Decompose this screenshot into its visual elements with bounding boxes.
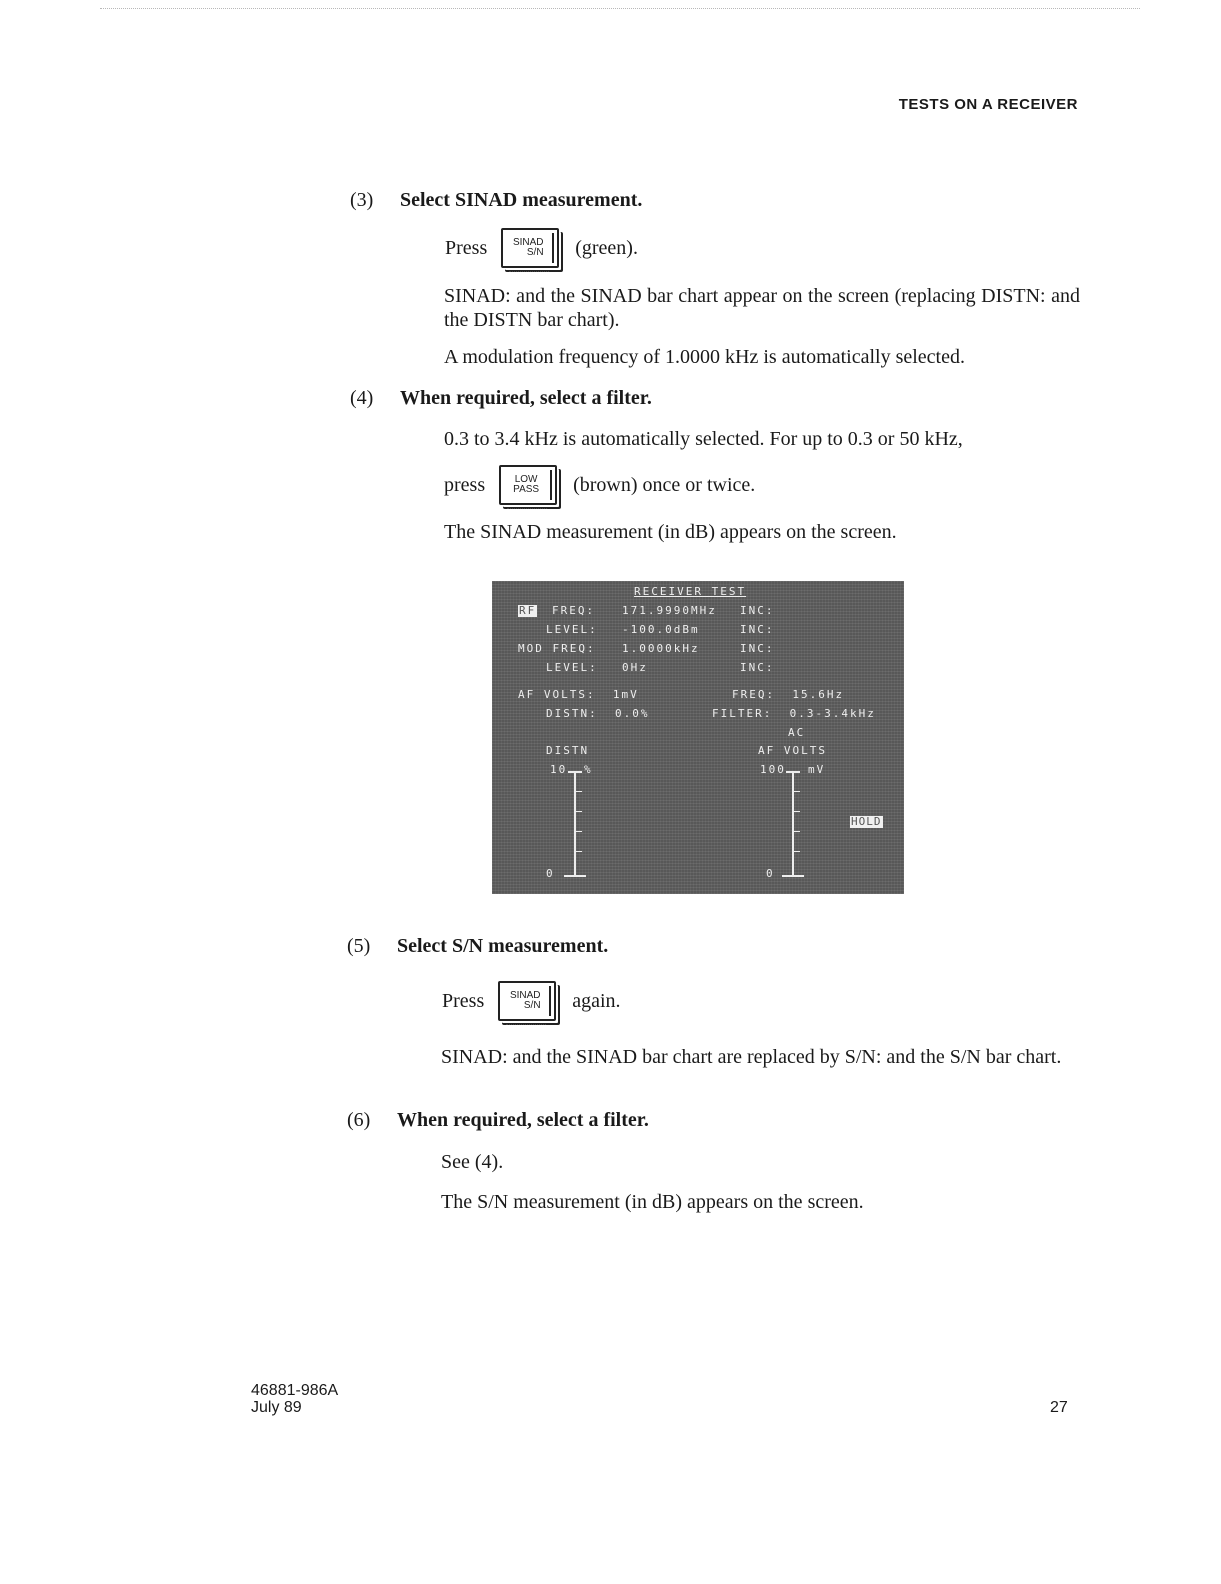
press-after: again. <box>572 989 621 1012</box>
step-number: (5) <box>347 935 371 957</box>
step-number: (6) <box>347 1109 371 1131</box>
rf-freq-label: FREQ: <box>552 604 596 617</box>
receiver-test-screen <box>492 581 904 894</box>
bar1-top-value: 10 <box>550 763 568 776</box>
footer-date: July 89 <box>251 1399 302 1416</box>
af-volts-readout: AF VOLTS: 1mV <box>518 688 639 701</box>
step-title: Select S/N measurement. <box>397 935 609 957</box>
step-number: (4) <box>350 387 374 409</box>
hold-tag: HOLD <box>851 815 882 828</box>
bar2-tick <box>794 851 800 852</box>
bar2-unit: mV <box>808 763 826 776</box>
step-3-press-line <box>445 228 638 268</box>
step-5-paragraph-1: SINAD: and the SINAD bar chart are replaced by S/N: and the S/N bar chart. <box>441 1046 1062 1068</box>
ac-indicator: AC <box>788 726 806 739</box>
step-6-paragraph-1: See (4). <box>441 1151 504 1173</box>
key-label-top: LOW <box>514 474 538 485</box>
step-title: Select SINAD measurement. <box>400 189 643 211</box>
footer-page-number: 27 <box>1050 1399 1068 1416</box>
step-4-paragraph-2: The SINAD measurement (in dB) appears on the screen. <box>444 521 897 543</box>
rf-freq-inc: INC: <box>740 604 775 617</box>
sinad-sn-key-icon <box>501 228 559 268</box>
press-word: Press <box>445 236 488 259</box>
step-6-heading <box>347 1109 649 1132</box>
top-rule <box>100 8 1140 9</box>
bar1-tick <box>576 831 582 832</box>
bar2-tick <box>794 811 800 812</box>
bar2-zero: 0 <box>766 867 775 880</box>
low-pass-key-icon <box>499 465 557 505</box>
bar2-axis <box>792 771 794 875</box>
step-3-heading <box>350 189 642 212</box>
bar1-tick <box>576 811 582 812</box>
step-title: When required, select a filter. <box>397 1109 649 1131</box>
screen-title: RECEIVER TEST <box>634 585 747 598</box>
footer-doc-number: 46881-986A <box>251 1382 339 1399</box>
bar1-title: DISTN <box>546 744 590 757</box>
bar2-tick <box>794 831 800 832</box>
key-color-note: (brown) once or twice. <box>573 473 756 496</box>
step-3-paragraph-2: A modulation frequency of 1.0000 kHz is automatically selected. <box>444 346 965 368</box>
bar2-base <box>782 875 804 877</box>
rf-level-inc: INC: <box>740 623 775 636</box>
sinad-sn-key-icon <box>498 981 556 1021</box>
bar2-top-value: 100 <box>760 763 786 776</box>
mod-freq-value: 1.0000kHz <box>622 642 700 655</box>
step-4-press-line <box>444 465 755 505</box>
rf-tag: RF <box>519 604 537 617</box>
mod-level-label: LEVEL: <box>546 661 598 674</box>
step-3-paragraph-1: SINAD: and the SINAD bar chart appear on the screen (replacing DISTN: and the DISTN bar chart). <box>444 285 1080 331</box>
key-color-note: (green). <box>575 236 638 259</box>
rf-level-value: -100.0dBm <box>622 623 700 636</box>
step-title: When required, select a filter. <box>400 387 652 409</box>
key-label-bottom: PASS <box>513 484 540 495</box>
filter-readout: FILTER: 0.3-3.4kHz <box>712 707 876 720</box>
step-5-press-line <box>442 981 621 1021</box>
mod-level-value: 0Hz <box>622 661 648 674</box>
rf-level-label: LEVEL: <box>546 623 598 636</box>
mod-freq-inc: INC: <box>740 642 775 655</box>
rf-freq-value: 171.9990MHz <box>622 604 717 617</box>
key-label-top: SINAD <box>509 990 541 1001</box>
key-label-bottom: S/N <box>523 1000 541 1011</box>
step-4-heading <box>350 387 652 410</box>
bar1-zero: 0 <box>546 867 555 880</box>
press-word: press <box>444 473 486 496</box>
step-number: (3) <box>350 189 374 211</box>
press-word: Press <box>442 989 485 1012</box>
key-label-bottom: S/N <box>526 247 544 258</box>
bar1-axis <box>574 771 576 875</box>
step-6-paragraph-2: The S/N measurement (in dB) appears on the screen. <box>441 1191 864 1213</box>
step-4-paragraph-1: 0.3 to 3.4 kHz is automatically selected. For up to 0.3 or 50 kHz, <box>444 428 963 450</box>
bar2-tick <box>794 791 800 792</box>
bar1-tick <box>576 791 582 792</box>
af-freq-readout: FREQ: 15.6Hz <box>732 688 845 701</box>
step-5-heading <box>347 935 608 958</box>
bar1-tick <box>576 851 582 852</box>
distn-readout: DISTN: 0.0% <box>546 707 650 720</box>
mod-freq-label: MOD FREQ: <box>518 642 596 655</box>
key-label-top: SINAD <box>512 237 544 248</box>
mod-level-inc: INC: <box>740 661 775 674</box>
bar1-unit: % <box>584 763 593 776</box>
bar1-base <box>564 875 586 877</box>
bar2-title: AF VOLTS <box>758 744 827 757</box>
running-title: TESTS ON A RECEIVER <box>898 96 1078 113</box>
